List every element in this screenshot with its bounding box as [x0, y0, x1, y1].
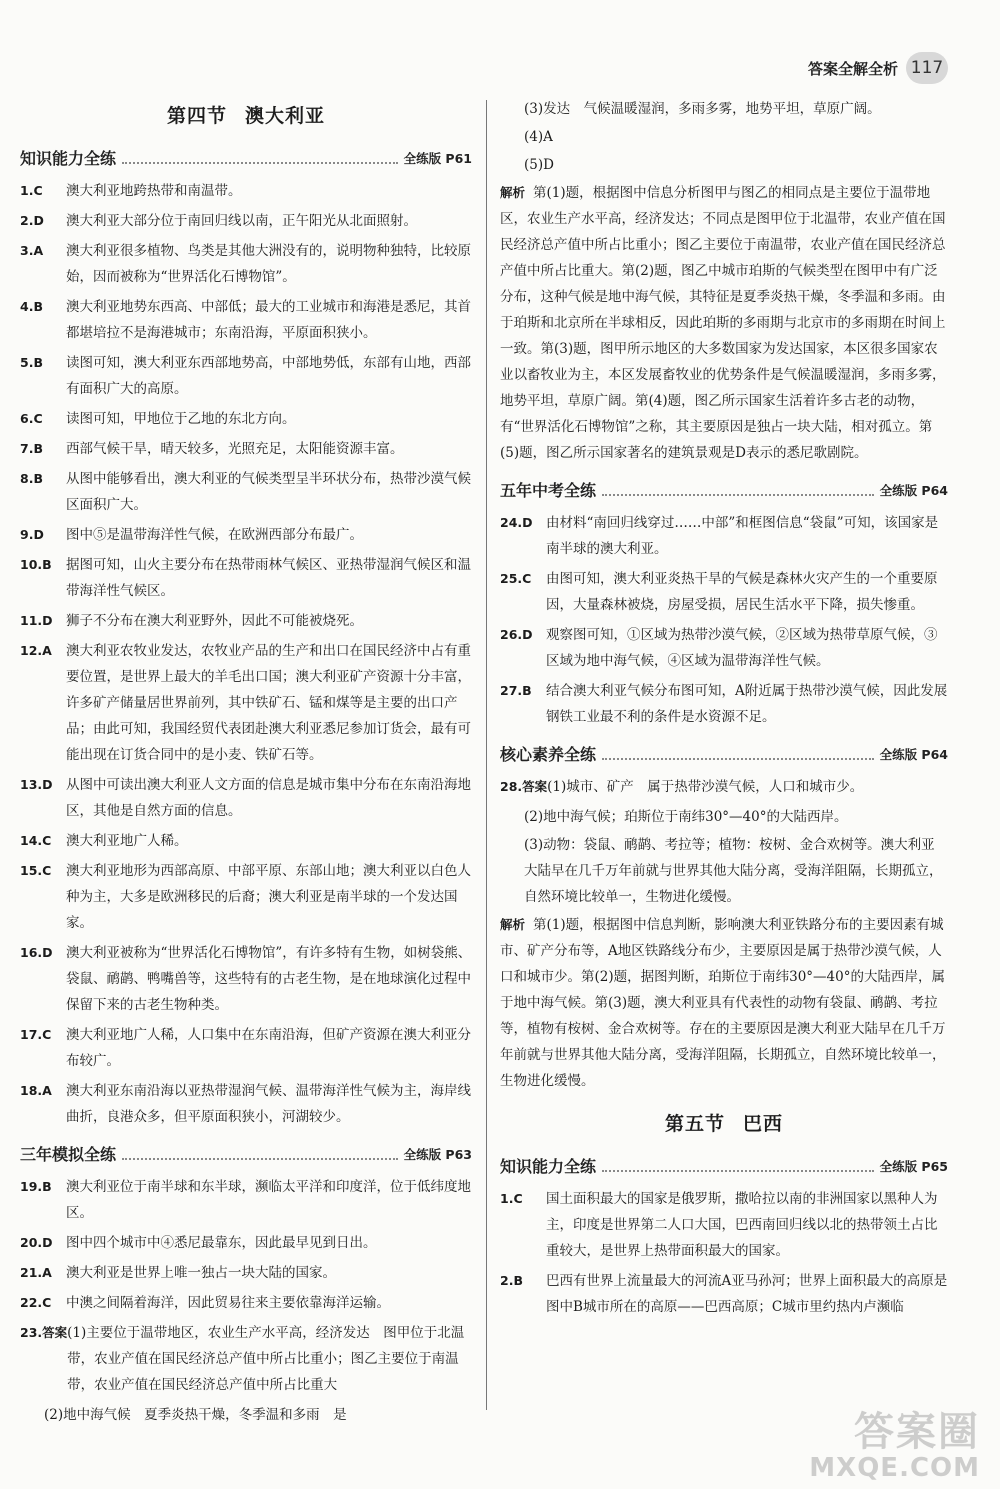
answer-text: 巴西有世界上流量最大的河流A亚马孙河；世界上面积最大的高原是图中B城市所在的高原——巴西高原；C城市里约热内卢濒临: [546, 1273, 948, 1315]
answer-text: 图中⑤是温带海洋性气候，在欧洲西部分布最广。: [66, 527, 363, 543]
section-header-knowledge-2: [500, 1150, 948, 1180]
answer-number: 25.C: [500, 571, 532, 586]
answer-23-part4: (4)A: [524, 129, 553, 145]
answer-number: 8.B: [20, 471, 43, 486]
answer-text: 图中四个城市中④悉尼最靠东，因此最早见到日出。: [66, 1235, 377, 1251]
answer-item: [20, 238, 472, 290]
section-title: 知识能力全练: [20, 149, 117, 168]
section-header-knowledge: [20, 142, 472, 172]
answer-item-28: [500, 774, 948, 800]
answer-item: [20, 772, 472, 824]
answer-number: 26.D: [500, 627, 533, 642]
page-number: 117: [906, 52, 948, 84]
section-title: 核心素养全练: [500, 745, 597, 764]
section-header-exam: [500, 474, 948, 504]
dotted-leader: [602, 494, 874, 496]
explanation-text: 第(1)题，根据图中信息分析图甲与图乙的相同点是主要位于温带地区，农业生产水平高，经济发达；不同点是图甲位于北温带，农业产值在国民经济总产值中所占比重小；图乙主要位于南温带，农业产值在国民经济总产值中所占比重大。第(2)题，图乙中城市珀斯的气候类型在图甲中有广泛分布，这种气候是地中海气候，其特征是夏季炎热干燥，冬季温和多雨。由于珀斯和北京所在半球相反，因此珀斯的多雨期与北京市的多雨期在时间上一致。第(3)题，图甲所示地区的大多数国家为发达国家，本区很多国家农业以畜牧业为主，本区发展畜牧业的优势条件是气候温暖湿润，多雨多雾，地势平坦，草原广阔。第(4)题，图乙所示国家生活着许多古老的动物，有“世界活化石博物馆”之称，其主要原因是独占一块大陆，相对孤立。第(5)题，图乙所示国家著名的建筑景观是D表示的悉尼歌剧院。: [500, 185, 946, 461]
chapter-section: 第五节: [664, 1113, 725, 1135]
section-title: 三年模拟全练: [20, 1145, 117, 1164]
answer-number: 28.答案: [500, 779, 548, 794]
answer-number: 14.C: [20, 833, 52, 848]
right-column: [500, 96, 948, 1324]
answer-text: 澳大利亚地形为西部高原、中部平原、东部山地；澳大利亚以白色人种为主，大多是欧洲移民的后裔；澳大利亚是南半球的一个发达国家。: [66, 863, 471, 931]
answer-item: [20, 858, 472, 936]
answer-item: [20, 1260, 472, 1286]
dotted-leader: [602, 758, 874, 760]
answer-text: 狮子不分布在澳大利亚野外，因此不可能被烧死。: [66, 613, 363, 629]
answer-list-1: [20, 178, 472, 1130]
answer-number: 13.D: [20, 777, 53, 792]
dotted-leader: [122, 1158, 398, 1160]
answer-item: [500, 622, 948, 674]
answer-list-2: [20, 1174, 472, 1398]
answer-item: [20, 294, 472, 346]
answer-23-part2: (2)地中海气候 夏季炎热干燥，冬季温和多雨 是: [44, 1407, 347, 1423]
answer-item: [20, 350, 472, 402]
section-title: 知识能力全练: [500, 1157, 597, 1176]
answer-number: 10.B: [20, 557, 52, 572]
answer-text: (1)主要位于温带地区，农业生产水平高，经济发达 图甲位于北温带，农业产值在国民经济总产值中所占比重小；图乙主要位于南温带，农业产值在国民经济总产值中所占比重大: [67, 1325, 465, 1393]
chapter-name: 巴西: [743, 1113, 784, 1135]
answer-item: [20, 406, 472, 432]
answer-number: 21.A: [20, 1265, 52, 1280]
answer-number: 9.D: [20, 527, 44, 542]
watermark-line1: 答案圈: [854, 1409, 980, 1456]
watermark: [809, 1410, 980, 1483]
answer-item: [500, 566, 948, 618]
answer-number: 23.答案: [20, 1325, 68, 1340]
column-divider: [486, 100, 487, 1410]
section-header-core: [500, 738, 948, 768]
explanation-23: [500, 180, 948, 466]
answer-text: 澳大利亚地跨热带和南温带。: [66, 183, 242, 199]
answer-item: [20, 1022, 472, 1074]
answer-text: 澳大利亚很多植物、鸟类是其他大洲没有的，说明物种独特，比较原始，因而被称为“世界活化石博物馆”。: [66, 243, 471, 285]
answer-text: 澳大利亚农牧业发达，农牧业产品的生产和出口在国民经济中占有重要位置，是世界上最大的羊毛出口国；澳大利亚矿产资源十分丰富，许多矿产储量居世界前列，其中铁矿石、锰和煤等是主要的出口产品；由此可知，我国经贸代表团赴澳大利亚悉尼参加订货会，最有可能出现在订货合同中的是小麦、铁矿石等。: [66, 643, 471, 763]
page-ref: 全练版 P64: [879, 747, 948, 762]
answer-23-part5: (5)D: [524, 157, 554, 173]
answer-item: [20, 1230, 472, 1256]
answer-28-part3: (3)动物：袋鼠、鸸鹋、考拉等；植物：桉树、金合欢树等。澳大利亚大陆早在几千万年前就与世界其他大陆分离，受海洋阻隔，长期孤立，自然环境比较单一，生物进化缓慢。: [524, 837, 943, 905]
answer-number: 19.B: [20, 1179, 52, 1194]
answer-item: [500, 678, 948, 730]
answer-number: 11.D: [20, 613, 53, 628]
answer-text: 结合澳大利亚气候分布图可知，A附近属于热带沙漠气候，因此发展钢铁工业最不利的条件是水资源不足。: [546, 683, 948, 725]
answer-text: 澳大利亚地势东西高、中部低；最大的工业城市和海港是悉尼，其首都堪培拉不是海港城市；东南沿海，平原面积狭小。: [66, 299, 471, 341]
answer-number: 15.C: [20, 863, 52, 878]
answer-item: [500, 510, 948, 562]
answer-text: 西部气候干旱，晴天较多，光照充足，太阳能资源丰富。: [66, 441, 404, 457]
explanation-28: [500, 912, 948, 1094]
answer-number: 3.A: [20, 243, 44, 258]
answer-item: [20, 552, 472, 604]
answer-number: 2.D: [20, 213, 44, 228]
left-column: [20, 96, 472, 1430]
explanation-label: 解析: [500, 185, 526, 200]
answer-text: 读图可知，甲地位于乙地的东北方向。: [66, 411, 296, 427]
answer-text: 中澳之间隔着海洋，因此贸易往来主要依靠海洋运输。: [66, 1295, 390, 1311]
answer-text: 从图中可读出澳大利亚人文方面的信息是城市集中分布在东南沿海地区，其他是自然方面的信息。: [66, 777, 471, 819]
answer-item: [20, 940, 472, 1018]
answer-item: [20, 522, 472, 548]
answer-text: 澳大利亚是世界上唯一独占一块大陆的国家。: [66, 1265, 336, 1281]
explanation-text: 第(1)题，根据图中信息判断，影响澳大利亚铁路分布的主要因素有城市、矿产分布等，A地区铁路线分布少，主要原因是属于热带沙漠气候，人口和城市少。第(2)题，据图判断，珀斯位于南纬30°—40°的大陆西岸，属于地中海气候。第(3)题，澳大利亚具有代表性的动物有袋鼠、鸸鹋、考拉等，植物有桉树、金合欢树等。存在的主要原因是澳大利亚大陆早在几千万年前就与世界其他大陆分离，受海洋阻隔，长期孤立，自然环境比较单一，生物进化缓慢。: [500, 917, 946, 1089]
answer-number: 5.B: [20, 355, 43, 370]
answer-text: 从图中能够看出，澳大利亚的气候类型呈半环状分布，热带沙漠气候区面积广大。: [66, 471, 471, 513]
answer-item: [20, 1320, 472, 1398]
answer-text: 观察图可知，①区域为热带沙漠气候，②区域为热带草原气候，③区域为地中海气候，④区域为温带海洋性气候。: [546, 627, 938, 669]
answer-text: 据图可知，山火主要分布在热带雨林气候区、亚热带湿润气候区和温带海洋性气候区。: [66, 557, 471, 599]
explanation-label: 解析: [500, 917, 526, 932]
answer-item: [20, 638, 472, 768]
answer-number: 18.A: [20, 1083, 52, 1098]
chapter-section: 第四节: [166, 105, 227, 127]
answer-item: [20, 466, 472, 518]
page-header: [808, 52, 948, 84]
answer-item: [20, 828, 472, 854]
answer-28-part2: (2)地中海气候；珀斯位于南纬30°—40°的大陆西岸。: [524, 809, 848, 825]
page-ref: 全练版 P64: [879, 483, 948, 498]
answer-23-part3: (3)发达 气候温暖湿润，多雨多雾，地势平坦，草原广阔。: [524, 101, 881, 117]
answer-text: 澳大利亚位于南半球和东半球，濒临太平洋和印度洋，位于低纬度地区。: [66, 1179, 471, 1221]
answer-item: [20, 608, 472, 634]
answer-item: [500, 1268, 948, 1320]
answer-text: 由图可知，澳大利亚炎热干旱的气候是森林火灾产生的一个重要原因，大量森林被烧，房屋受损，居民生活水平下降，损失惨重。: [546, 571, 938, 613]
answer-item: [20, 1290, 472, 1316]
answer-item: [20, 1174, 472, 1226]
answer-number: 6.C: [20, 411, 43, 426]
answer-item: [20, 1078, 472, 1130]
answer-text: 国土面积最大的国家是俄罗斯，撒哈拉以南的非洲国家以黑种人为主，印度是世界第二人口大国，巴西南回归线以北的热带领土占比重较大，是世界上热带面积最大的国家。: [546, 1191, 938, 1259]
chapter-name: 澳大利亚: [245, 105, 326, 127]
answer-text: (1)城市、矿产 属于热带沙漠气候，人口和城市少。: [547, 779, 864, 795]
answer-number: 27.B: [500, 683, 532, 698]
answer-number: 16.D: [20, 945, 53, 960]
answer-number: 22.C: [20, 1295, 52, 1310]
watermark-line2: MXQE.COM: [809, 1453, 980, 1484]
page-ref: 全练版 P61: [403, 151, 472, 166]
answer-number: 24.D: [500, 515, 533, 530]
answer-number: 17.C: [20, 1027, 52, 1042]
chapter-title-brazil: [500, 1108, 948, 1140]
answer-number: 1.C: [20, 183, 43, 198]
answer-item: [20, 436, 472, 462]
answer-item: [500, 1186, 948, 1264]
header-tag: 答案全解全析: [807, 59, 898, 78]
answer-text: 读图可知，澳大利亚东西部地势高，中部地势低，东部有山地，西部有面积广大的高原。: [66, 355, 471, 397]
page-ref: 全练版 P63: [403, 1147, 472, 1162]
section-title: 五年中考全练: [500, 481, 597, 500]
answer-text: 澳大利亚东南沿海以亚热带湿润气候、温带海洋性气候为主，海岸线曲折，良港众多，但平原面积狭小，河湖较少。: [66, 1083, 471, 1125]
section-header-mock: [20, 1138, 472, 1168]
answer-text: 澳大利亚大部分位于南回归线以南，正午阳光从北面照射。: [66, 213, 417, 229]
answer-item: [20, 208, 472, 234]
answer-number: 4.B: [20, 299, 43, 314]
answer-number: 12.A: [20, 643, 52, 658]
answer-number: 2.B: [500, 1273, 523, 1288]
answer-item: [20, 178, 472, 204]
answer-list-5: [500, 1186, 948, 1320]
dotted-leader: [122, 162, 398, 164]
answer-text: 澳大利亚被称为“世界活化石博物馆”，有许多特有生物，如树袋熊、袋鼠、鸸鹋、鸭嘴兽等，这些特有的古老生物，是在地球演化过程中保留下来的古老生物种类。: [66, 945, 472, 1013]
answer-number: 1.C: [500, 1191, 523, 1206]
chapter-title-australia: [20, 100, 472, 132]
answer-text: 澳大利亚地广人稀。: [66, 833, 188, 849]
page-ref: 全练版 P65: [879, 1159, 948, 1174]
answer-number: 20.D: [20, 1235, 53, 1250]
answer-text: 澳大利亚地广人稀，人口集中在东南沿海，但矿产资源在澳大利亚分布较广。: [66, 1027, 471, 1069]
answer-number: 7.B: [20, 441, 43, 456]
answer-text: 由材料“南回归线穿过……中部”和框图信息“袋鼠”可知，该国家是南半球的澳大利亚。: [546, 515, 939, 557]
answer-list-3: [500, 510, 948, 730]
dotted-leader: [602, 1170, 874, 1172]
